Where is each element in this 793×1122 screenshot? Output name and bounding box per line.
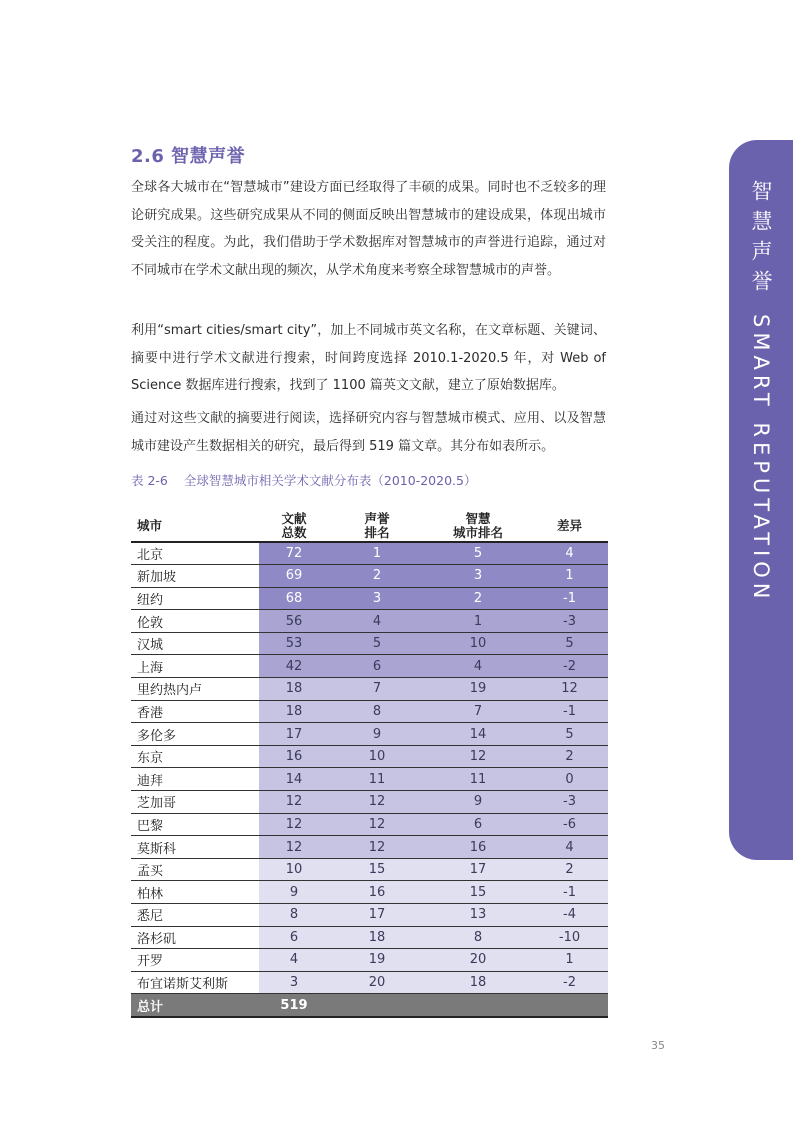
cell-total: 9: [259, 881, 329, 904]
cell-city: 上海: [131, 655, 259, 678]
cell-city: 北京: [131, 542, 259, 565]
cell-total: 18: [259, 678, 329, 701]
total-empty-cell: [531, 994, 608, 1018]
chapter-side-tab: [729, 140, 793, 860]
table-caption-title: 全球智慧城市相关学术文献分布表（2010-2020.5）: [183, 473, 477, 488]
cell-diff: 2: [531, 745, 608, 768]
cell-city: 多伦多: [131, 723, 259, 746]
literature-distribution-table: [131, 508, 608, 1018]
cell-diff: -6: [531, 813, 608, 836]
cell-total: 10: [259, 858, 329, 881]
cell-total: 4: [259, 949, 329, 972]
table-row: [131, 587, 608, 610]
cell-reputation-rank: 12: [329, 791, 425, 814]
cell-total: 12: [259, 836, 329, 859]
cell-diff: 0: [531, 768, 608, 791]
cell-smart-rank: 15: [425, 881, 531, 904]
cell-reputation-rank: 17: [329, 904, 425, 927]
cell-diff: 2: [531, 858, 608, 881]
cell-total: 12: [259, 791, 329, 814]
table-row: [131, 791, 608, 814]
cell-reputation-rank: 20: [329, 971, 425, 994]
table-row: [131, 881, 608, 904]
table-row: [131, 678, 608, 701]
table-row: [131, 632, 608, 655]
cell-city: 芝加哥: [131, 791, 259, 814]
cell-smart-rank: 10: [425, 632, 531, 655]
cell-diff: -3: [531, 791, 608, 814]
cell-diff: -1: [531, 700, 608, 723]
side-tab-cn-title: 智慧声誉: [749, 180, 773, 300]
cell-reputation-rank: 12: [329, 813, 425, 836]
cell-reputation-rank: 1: [329, 542, 425, 565]
cell-smart-rank: 8: [425, 926, 531, 949]
table-total-row: [131, 994, 608, 1018]
cell-city: 布宜诺斯艾利斯: [131, 971, 259, 994]
cell-city: 东京: [131, 745, 259, 768]
table-row: [131, 926, 608, 949]
cell-smart-rank: 14: [425, 723, 531, 746]
cell-reputation-rank: 4: [329, 610, 425, 633]
header-smart-line2: 城市排名: [452, 524, 503, 540]
result-paragraph: 通过对这些文献的摘要进行阅读，选择研究内容与智慧城市模式、应用、以及智慧城市建设产生数据相关的研究，最后得到 519 篇文章。其分布如表所示。: [131, 411, 606, 454]
header-rep-line2: 排名: [364, 524, 390, 540]
cell-diff: 4: [531, 542, 608, 565]
cell-smart-rank: 12: [425, 745, 531, 768]
table-row: [131, 655, 608, 678]
cell-total: 53: [259, 632, 329, 655]
cell-reputation-rank: 16: [329, 881, 425, 904]
cell-total: 69: [259, 565, 329, 588]
cell-diff: 1: [531, 949, 608, 972]
cell-smart-rank: 7: [425, 700, 531, 723]
cell-diff: -3: [531, 610, 608, 633]
cell-reputation-rank: 5: [329, 632, 425, 655]
cell-smart-rank: 16: [425, 836, 531, 859]
cell-city: 柏林: [131, 881, 259, 904]
cell-total: 8: [259, 904, 329, 927]
table-row: [131, 836, 608, 859]
cell-smart-rank: 13: [425, 904, 531, 927]
cell-reputation-rank: 10: [329, 745, 425, 768]
header-reputation-rank: [329, 508, 425, 542]
cell-reputation-rank: 19: [329, 949, 425, 972]
header-total: [259, 508, 329, 542]
table-row: [131, 904, 608, 927]
cell-reputation-rank: 2: [329, 565, 425, 588]
cell-diff: 4: [531, 836, 608, 859]
cell-reputation-rank: 6: [329, 655, 425, 678]
table-row: [131, 542, 608, 565]
table-row: [131, 858, 608, 881]
cell-city: 里约热内卢: [131, 678, 259, 701]
cell-city: 伦敦: [131, 610, 259, 633]
cell-smart-rank: 9: [425, 791, 531, 814]
table-row: [131, 610, 608, 633]
cell-diff: -4: [531, 904, 608, 927]
table-row: [131, 723, 608, 746]
total-value: 519: [259, 994, 329, 1018]
cell-city: 汉城: [131, 632, 259, 655]
cell-diff: -1: [531, 881, 608, 904]
table-row: [131, 768, 608, 791]
table-row: [131, 971, 608, 994]
cell-total: 56: [259, 610, 329, 633]
table-header-row: [131, 508, 608, 542]
cell-smart-rank: 20: [425, 949, 531, 972]
cell-diff: 5: [531, 723, 608, 746]
cell-smart-rank: 19: [425, 678, 531, 701]
intro-paragraph: 全球各大城市在“智慧城市”建设方面已经取得了丰硕的成果。同时也不乏较多的理论研究成果。这些研究成果从不同的侧面反映出智慧城市的建设成果，体现出城市受关注的程度。为此，我们借助于学术数据库对智慧城市的声誉进行追踪，通过对不同城市在学术文献出现的频次，从学术角度来考察全球智慧城市的声誉。: [131, 180, 606, 278]
header-diff: 差异: [531, 508, 608, 542]
cell-diff: -1: [531, 587, 608, 610]
cell-city: 孟买: [131, 858, 259, 881]
cell-total: 3: [259, 971, 329, 994]
side-tab-en-title: SMART REPUTATION: [749, 314, 773, 604]
cell-diff: 1: [531, 565, 608, 588]
cell-smart-rank: 18: [425, 971, 531, 994]
table-caption: [131, 471, 476, 489]
cell-total: 17: [259, 723, 329, 746]
cell-reputation-rank: 3: [329, 587, 425, 610]
cell-reputation-rank: 7: [329, 678, 425, 701]
cell-diff: -2: [531, 655, 608, 678]
cell-total: 18: [259, 700, 329, 723]
cell-city: 悉尼: [131, 904, 259, 927]
page-number: 35: [651, 1039, 665, 1052]
cell-city: 开罗: [131, 949, 259, 972]
cell-total: 12: [259, 813, 329, 836]
header-smart-rank: [425, 508, 531, 542]
cell-reputation-rank: 15: [329, 858, 425, 881]
header-city: 城市: [131, 508, 259, 542]
cell-city: 莫斯科: [131, 836, 259, 859]
cell-smart-rank: 11: [425, 768, 531, 791]
cell-diff: 5: [531, 632, 608, 655]
cell-reputation-rank: 18: [329, 926, 425, 949]
cell-total: 16: [259, 745, 329, 768]
table-row: [131, 813, 608, 836]
cell-city: 纽约: [131, 587, 259, 610]
cell-reputation-rank: 9: [329, 723, 425, 746]
cell-smart-rank: 1: [425, 610, 531, 633]
total-empty-cell: [329, 994, 425, 1018]
cell-total: 42: [259, 655, 329, 678]
method-paragraph: 利用“smart cities/smart city”，加上不同城市英文名称，在文章标题、关键词、摘要中进行学术文献进行搜索，时间跨度选择 2010.1-2020.5 年，对 Web of Science 数据库进行搜索，找到了 1100 篇英文文献，建立了原始数据库。: [131, 323, 606, 393]
cell-city: 香港: [131, 700, 259, 723]
side-tab-text: [729, 180, 793, 603]
cell-smart-rank: 17: [425, 858, 531, 881]
cell-total: 14: [259, 768, 329, 791]
cell-diff: -10: [531, 926, 608, 949]
header-total-line1: 文献: [281, 510, 307, 526]
cell-reputation-rank: 11: [329, 768, 425, 791]
table-row: [131, 745, 608, 768]
cell-smart-rank: 6: [425, 813, 531, 836]
cell-city: 巴黎: [131, 813, 259, 836]
cell-smart-rank: 2: [425, 587, 531, 610]
cell-city: 迪拜: [131, 768, 259, 791]
header-rep-line1: 声誉: [364, 510, 390, 526]
header-total-line2: 总数: [281, 524, 307, 540]
header-smart-line1: 智慧: [465, 510, 491, 526]
cell-smart-rank: 4: [425, 655, 531, 678]
table-caption-number: 表 2-6: [131, 473, 168, 488]
table-row: [131, 565, 608, 588]
cell-smart-rank: 5: [425, 542, 531, 565]
total-label: 总计: [131, 994, 259, 1018]
cell-total: 6: [259, 926, 329, 949]
cell-diff: -2: [531, 971, 608, 994]
total-empty-cell: [425, 994, 531, 1018]
section-heading: 2.6 智慧声誉: [131, 146, 246, 167]
cell-smart-rank: 3: [425, 565, 531, 588]
cell-diff: 12: [531, 678, 608, 701]
table-row: [131, 949, 608, 972]
cell-reputation-rank: 8: [329, 700, 425, 723]
cell-city: 新加坡: [131, 565, 259, 588]
table-row: [131, 700, 608, 723]
cell-total: 72: [259, 542, 329, 565]
cell-reputation-rank: 12: [329, 836, 425, 859]
cell-city: 洛杉矶: [131, 926, 259, 949]
cell-total: 68: [259, 587, 329, 610]
